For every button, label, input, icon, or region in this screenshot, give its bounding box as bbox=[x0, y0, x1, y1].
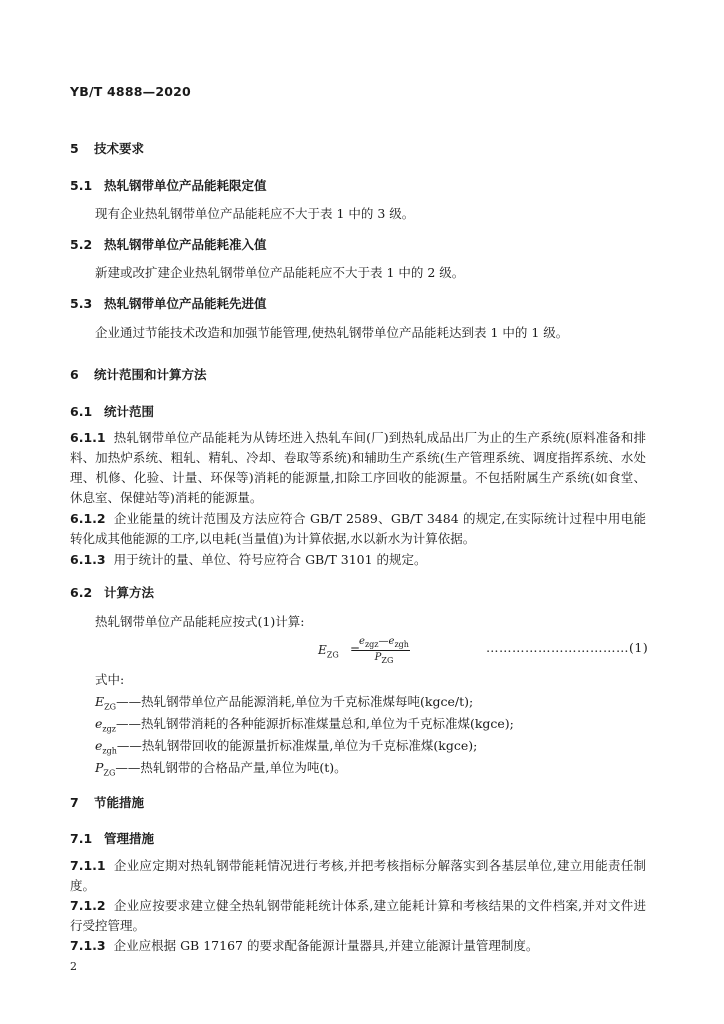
section-7-1-heading: 7.1 管理措施 bbox=[70, 831, 155, 846]
formula-numerator: $e_{zgz}—e_{zgh}$ bbox=[359, 636, 409, 649]
clause-7-1-3: 7.1.3 企业应根据 GB 17167 的要求配备能源计量器具,并建立能源计量管理制度。 bbox=[70, 938, 539, 953]
clause-7-1-2: 7.1.2 企业应按要求建立健全热轧钢带能耗统计体系,建立能耗计算和考核结果的文件档案,并对文件进行受控管理。 bbox=[70, 898, 646, 933]
var-row: $e_{zgz}——$热轧钢带消耗的各种能源折标准煤量总和,单位为千克标准煤(kgce); bbox=[95, 716, 514, 734]
formula-lhs: $E_{ZG}$ bbox=[318, 643, 339, 660]
section-5-2-text: 新建或改扩建企业热轧钢带单位产品能耗应不大于表 1 中的 2 级。 bbox=[95, 265, 465, 280]
var-row: $e_{zgh}——$热轧钢带回收的能源量折标准煤量,单位为千克标准煤(kgce); bbox=[95, 738, 478, 756]
section-5-2-heading: 5.2 热轧钢带单位产品能耗准入值 bbox=[70, 237, 267, 252]
section-6-2-heading: 6.2 计算方法 bbox=[70, 585, 155, 600]
clause-7-1-1: 7.1.1 企业应定期对热轧钢带能耗情况进行考核,并把考核指标分解落实到各基层单位,建立用能责任制度。 bbox=[70, 858, 646, 893]
section-5-3-text: 企业通过节能技术改造和加强节能管理,使热轧钢带单位产品能耗达到表 1 中的 1 级。 bbox=[95, 325, 569, 340]
var-row: $P_{ZG}——$热轧钢带的合格品产量,单位为吨(t)。 bbox=[95, 760, 347, 778]
var-row: $E_{ZG}——$热轧钢带单位产品能源消耗,单位为千克标准煤每吨(kgce/t); bbox=[95, 694, 474, 712]
section-6-heading: 6 统计范围和计算方法 bbox=[70, 367, 207, 382]
clause-6-1-1: 6.1.1 热轧钢带单位产品能耗为从铸坯进入热轧车间(厂)到热轧成品出厂为止的生产系统(原料准备和排料、加热炉系统、粗轧、精轧、冷却、卷取等系统)和辅助生产系统(生产管理系统、调度指挥系统、水处理、机修、化验、计量、环保等)消耗的能源量,扣除工序回收的能源量。不包括附属生产系统(如食堂、休息室、保健站等)消耗的能源量。 bbox=[70, 430, 646, 505]
formula-fraction bbox=[358, 636, 410, 665]
section-5-1-text: 现有企业热轧钢带单位产品能耗应不大于表 1 中的 3 级。 bbox=[95, 206, 415, 221]
section-6-1-heading: 6.1 统计范围 bbox=[70, 404, 155, 419]
formula-number: ……………………………(1) bbox=[486, 640, 649, 655]
formula-equals: = bbox=[350, 642, 361, 656]
where-label: 式中: bbox=[95, 672, 125, 687]
formula-denominator: $P_{ZG}$ bbox=[374, 652, 394, 665]
section-5-1-heading: 5.1 热轧钢带单位产品能耗限定值 bbox=[70, 178, 267, 193]
clause-6-1-2: 6.1.2 企业能量的统计范围及方法应符合 GB/T 2589、GB/T 3484 的规定,在实际统计过程中用电能转化成其他能源的工序,以电耗(当量值)为计算依据,水以新水为计算依据。 bbox=[70, 511, 646, 546]
section-7-heading: 7 节能措施 bbox=[70, 795, 145, 810]
section-5-3-heading: 5.3 热轧钢带单位产品能耗先进值 bbox=[70, 296, 267, 311]
page-number: 2 bbox=[70, 960, 77, 973]
section-5-heading: 5 技术要求 bbox=[70, 141, 145, 156]
energy-formula bbox=[318, 636, 438, 666]
calc-intro: 热轧钢带单位产品能耗应按式(1)计算: bbox=[95, 614, 305, 629]
standard-header: YB/T 4888—2020 bbox=[70, 84, 191, 99]
clause-6-1-3: 6.1.3 用于统计的量、单位、符号应符合 GB/T 3101 的规定。 bbox=[70, 552, 427, 567]
